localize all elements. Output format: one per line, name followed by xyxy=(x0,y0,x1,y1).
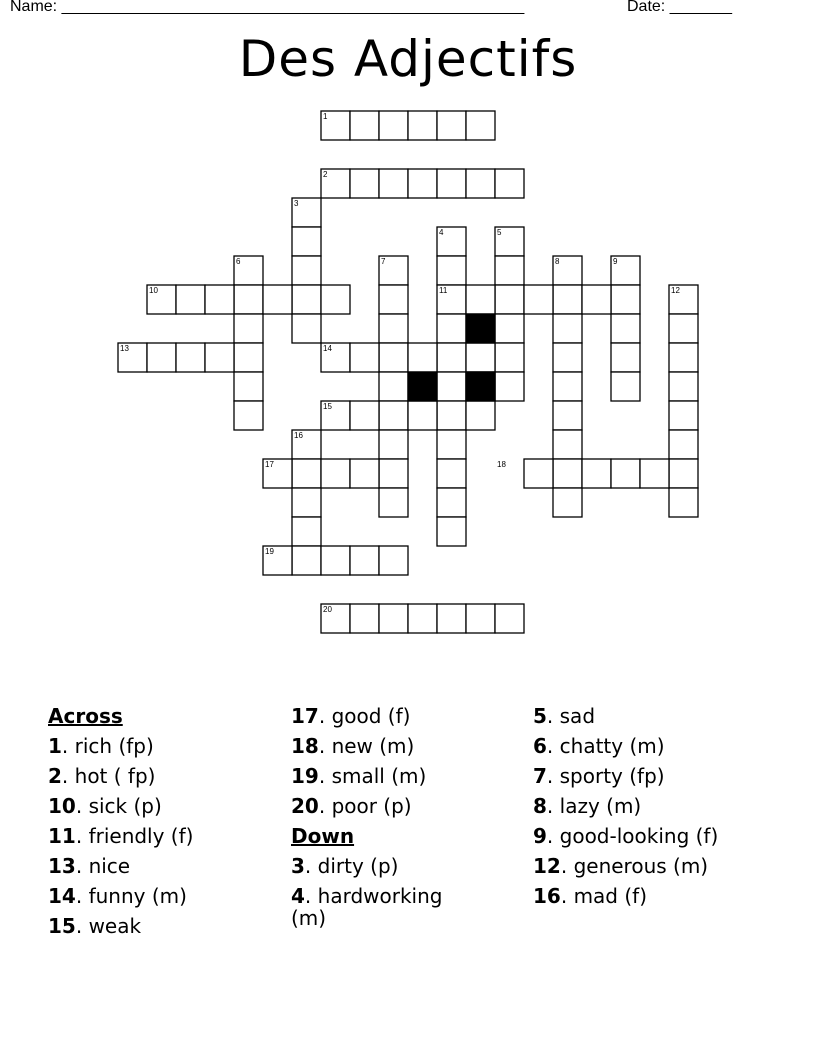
grid-cell[interactable] xyxy=(437,488,466,517)
grid-cell[interactable] xyxy=(292,517,321,546)
page-title: Des Adjectifs xyxy=(238,30,578,88)
grid-cell[interactable] xyxy=(379,546,408,575)
cell-number: 2 xyxy=(323,170,328,179)
grid-cell[interactable] xyxy=(553,488,582,517)
black-cell xyxy=(466,372,495,401)
grid-cell[interactable] xyxy=(350,604,379,633)
grid-cell[interactable] xyxy=(437,430,466,459)
clue-text: good-looking (f) xyxy=(559,824,719,848)
clue-text: lazy (m) xyxy=(559,794,642,818)
grid-cell[interactable] xyxy=(350,546,379,575)
clue-down-6: 6. chatty (m) xyxy=(533,734,665,758)
clue-down-9: 9. good-looking (f) xyxy=(533,824,719,848)
grid-cell[interactable] xyxy=(524,285,553,314)
clue-down-8: 8. lazy (m) xyxy=(533,794,642,818)
grid-cell[interactable] xyxy=(495,256,524,285)
grid-cell[interactable] xyxy=(292,459,321,488)
clue-number: 18 xyxy=(291,734,319,758)
cell-number: 3 xyxy=(294,199,299,208)
black-cell xyxy=(408,372,437,401)
grid-cell[interactable] xyxy=(553,372,582,401)
grid-cell[interactable] xyxy=(205,285,234,314)
date-field: Date: _______ xyxy=(627,0,732,15)
clue-number: 6 xyxy=(533,734,547,758)
grid-cell[interactable] xyxy=(495,604,524,633)
grid-cell[interactable] xyxy=(611,314,640,343)
clue-text: small (m) xyxy=(331,764,427,788)
clue-column-1 xyxy=(48,701,238,941)
clue-number: 9 xyxy=(533,824,547,848)
grid-cell[interactable] xyxy=(640,459,669,488)
clue-across-10: 10. sick (p) xyxy=(48,794,162,818)
cell-number: 15 xyxy=(323,402,332,411)
clue-across-2: 2. hot ( fp) xyxy=(48,764,156,788)
clue-across-19: 19. small (m) xyxy=(291,764,427,788)
clue-text: weak xyxy=(88,914,142,938)
grid-cell[interactable] xyxy=(437,343,466,372)
grid-cell[interactable] xyxy=(466,401,495,430)
grid-cell[interactable] xyxy=(292,488,321,517)
grid-cell[interactable] xyxy=(669,343,698,372)
grid-cell[interactable] xyxy=(495,285,524,314)
grid-cell[interactable] xyxy=(379,285,408,314)
clue-text: nice xyxy=(88,854,131,878)
clue-text: generous (m) xyxy=(573,854,709,878)
clue-across-14: 14. funny (m) xyxy=(48,884,187,908)
clue-across-15: 15. weak xyxy=(48,914,142,938)
grid-cell[interactable] xyxy=(495,169,524,198)
clue-text: dirty (p) xyxy=(317,854,399,878)
clue-number: 20 xyxy=(291,794,319,818)
clue-down-4: 4. hardworking (m) xyxy=(291,884,443,930)
clue-text: hot ( fp) xyxy=(74,764,156,788)
clue-text: hardworking (m) xyxy=(291,884,443,930)
grid-cell[interactable] xyxy=(553,459,582,488)
grid-cell[interactable] xyxy=(350,169,379,198)
grid-cell[interactable] xyxy=(495,343,524,372)
grid-cell[interactable] xyxy=(466,343,495,372)
clue-across-17: 17. good (f) xyxy=(291,704,411,728)
clue-down-7: 7. sporty (fp) xyxy=(533,764,665,788)
cell-number: 18 xyxy=(497,460,506,469)
grid-cell[interactable] xyxy=(553,430,582,459)
across-heading: Across xyxy=(48,704,123,728)
grid-cell[interactable] xyxy=(176,285,205,314)
clue-across-20: 20. poor (p) xyxy=(291,794,412,818)
grid-cell[interactable] xyxy=(437,111,466,140)
grid-cell[interactable] xyxy=(437,604,466,633)
clue-text: funny (m) xyxy=(88,884,187,908)
cell-number: 19 xyxy=(265,547,274,556)
grid-cell[interactable] xyxy=(437,401,466,430)
grid-cell[interactable] xyxy=(379,488,408,517)
grid-cell[interactable] xyxy=(437,372,466,401)
grid-cell[interactable] xyxy=(292,256,321,285)
grid-cell[interactable] xyxy=(495,372,524,401)
clue-across-18: 18. new (m) xyxy=(291,734,415,758)
grid-cell[interactable] xyxy=(234,285,263,314)
cell-number: 7 xyxy=(381,257,386,266)
clue-number: 15 xyxy=(48,914,76,938)
cell-number: 6 xyxy=(236,257,241,266)
cell-number: 17 xyxy=(265,460,274,469)
clue-down-3: 3. dirty (p) xyxy=(291,854,399,878)
grid-cell[interactable] xyxy=(466,169,495,198)
grid-cell[interactable] xyxy=(408,111,437,140)
clue-text: chatty (m) xyxy=(559,734,665,758)
name-field: Name: ____________________________________________________ xyxy=(10,0,525,15)
grid-cell[interactable] xyxy=(408,343,437,372)
grid-cell[interactable] xyxy=(611,372,640,401)
grid-cell[interactable] xyxy=(379,111,408,140)
grid-cell[interactable] xyxy=(205,343,234,372)
clue-column-2 xyxy=(291,701,481,933)
grid-cell[interactable] xyxy=(292,546,321,575)
grid-cell[interactable] xyxy=(321,285,350,314)
clue-across-11: 11. friendly (f) xyxy=(48,824,194,848)
clue-number: 1 xyxy=(48,734,62,758)
grid-cell[interactable] xyxy=(466,111,495,140)
grid-cell[interactable] xyxy=(495,314,524,343)
clue-text: mad (f) xyxy=(573,884,647,908)
clue-text: sporty (fp) xyxy=(559,764,665,788)
clue-text: new (m) xyxy=(331,734,415,758)
grid-cell[interactable] xyxy=(669,430,698,459)
grid-cell[interactable] xyxy=(611,343,640,372)
clue-number: 4 xyxy=(291,884,305,908)
cell-number: 9 xyxy=(613,257,618,266)
grid-cell[interactable] xyxy=(408,169,437,198)
clue-number: 10 xyxy=(48,794,76,818)
grid-cell[interactable] xyxy=(234,401,263,430)
grid-cell[interactable] xyxy=(669,372,698,401)
grid-cell[interactable] xyxy=(321,546,350,575)
grid-cell[interactable] xyxy=(669,459,698,488)
grid-cell[interactable] xyxy=(350,459,379,488)
grid-cell[interactable] xyxy=(553,343,582,372)
grid-cell[interactable] xyxy=(437,517,466,546)
grid-cell[interactable] xyxy=(669,401,698,430)
cell-number: 5 xyxy=(497,228,502,237)
grid-cell[interactable] xyxy=(408,604,437,633)
grid-cell[interactable] xyxy=(292,285,321,314)
grid-cell[interactable] xyxy=(263,285,292,314)
clue-across-1: 1. rich (fp) xyxy=(48,734,154,758)
grid-cell[interactable] xyxy=(437,169,466,198)
clue-text: poor (p) xyxy=(331,794,412,818)
cell-number: 12 xyxy=(671,286,680,295)
grid-cell[interactable] xyxy=(350,343,379,372)
grid-cell[interactable] xyxy=(582,459,611,488)
grid-cell[interactable] xyxy=(524,459,553,488)
cell-number: 11 xyxy=(439,286,448,295)
grid-cell[interactable] xyxy=(611,459,640,488)
grid-cell[interactable] xyxy=(437,256,466,285)
cell-number: 10 xyxy=(149,286,158,295)
cell-number: 4 xyxy=(439,228,444,237)
grid-cell[interactable] xyxy=(553,285,582,314)
grid-cell[interactable] xyxy=(321,459,350,488)
grid-cell[interactable] xyxy=(292,314,321,343)
clue-number: 13 xyxy=(48,854,76,878)
grid-cell[interactable] xyxy=(379,430,408,459)
grid-cell[interactable] xyxy=(437,314,466,343)
clue-number: 3 xyxy=(291,854,305,878)
cell-number: 1 xyxy=(323,112,328,121)
grid-cell[interactable] xyxy=(611,285,640,314)
grid-cell[interactable] xyxy=(466,285,495,314)
clue-column-3 xyxy=(533,701,763,911)
grid-cell[interactable] xyxy=(553,314,582,343)
grid-cell[interactable] xyxy=(234,372,263,401)
grid-cell[interactable] xyxy=(379,343,408,372)
clue-text: friendly (f) xyxy=(88,824,194,848)
grid-cell[interactable] xyxy=(234,343,263,372)
clue-number: 17 xyxy=(291,704,319,728)
grid-cell[interactable] xyxy=(437,459,466,488)
grid-cell[interactable] xyxy=(669,314,698,343)
cell-number: 20 xyxy=(323,605,332,614)
grid-cell[interactable] xyxy=(292,227,321,256)
cell-number: 8 xyxy=(555,257,560,266)
clue-number: 12 xyxy=(533,854,561,878)
grid-cell[interactable] xyxy=(379,604,408,633)
clue-down-12: 12. generous (m) xyxy=(533,854,709,878)
clue-across-13: 13. nice xyxy=(48,854,131,878)
clue-down-5: 5. sad xyxy=(533,704,596,728)
clue-text: sad xyxy=(559,704,596,728)
grid-cell[interactable] xyxy=(408,401,437,430)
grid-cell[interactable] xyxy=(176,343,205,372)
grid-cell[interactable] xyxy=(147,343,176,372)
grid-cell[interactable] xyxy=(466,604,495,633)
grid-cell[interactable] xyxy=(379,169,408,198)
down-heading: Down xyxy=(291,824,355,848)
grid-cell[interactable] xyxy=(350,111,379,140)
black-cell xyxy=(466,314,495,343)
grid-cell[interactable] xyxy=(350,401,379,430)
clue-number: 16 xyxy=(533,884,561,908)
clue-text: good (f) xyxy=(331,704,411,728)
clue-number: 14 xyxy=(48,884,76,908)
clue-down-16: 16. mad (f) xyxy=(533,884,647,908)
grid-cell[interactable] xyxy=(669,488,698,517)
grid-cell[interactable] xyxy=(379,459,408,488)
clue-number: 7 xyxy=(533,764,547,788)
clue-number: 19 xyxy=(291,764,319,788)
cell-number: 16 xyxy=(294,431,303,440)
cell-number: 14 xyxy=(323,344,332,353)
grid-cell[interactable] xyxy=(234,314,263,343)
clue-text: rich (fp) xyxy=(74,734,154,758)
clue-number: 11 xyxy=(48,824,76,848)
grid-cell[interactable] xyxy=(379,314,408,343)
clue-number: 2 xyxy=(48,764,62,788)
grid-cell[interactable] xyxy=(553,401,582,430)
cell-number: 13 xyxy=(120,344,129,353)
clue-text: sick (p) xyxy=(88,794,162,818)
grid-cell[interactable] xyxy=(379,401,408,430)
grid-cell[interactable] xyxy=(379,372,408,401)
grid-cell[interactable] xyxy=(582,285,611,314)
clue-number: 5 xyxy=(533,704,547,728)
clue-number: 8 xyxy=(533,794,547,818)
